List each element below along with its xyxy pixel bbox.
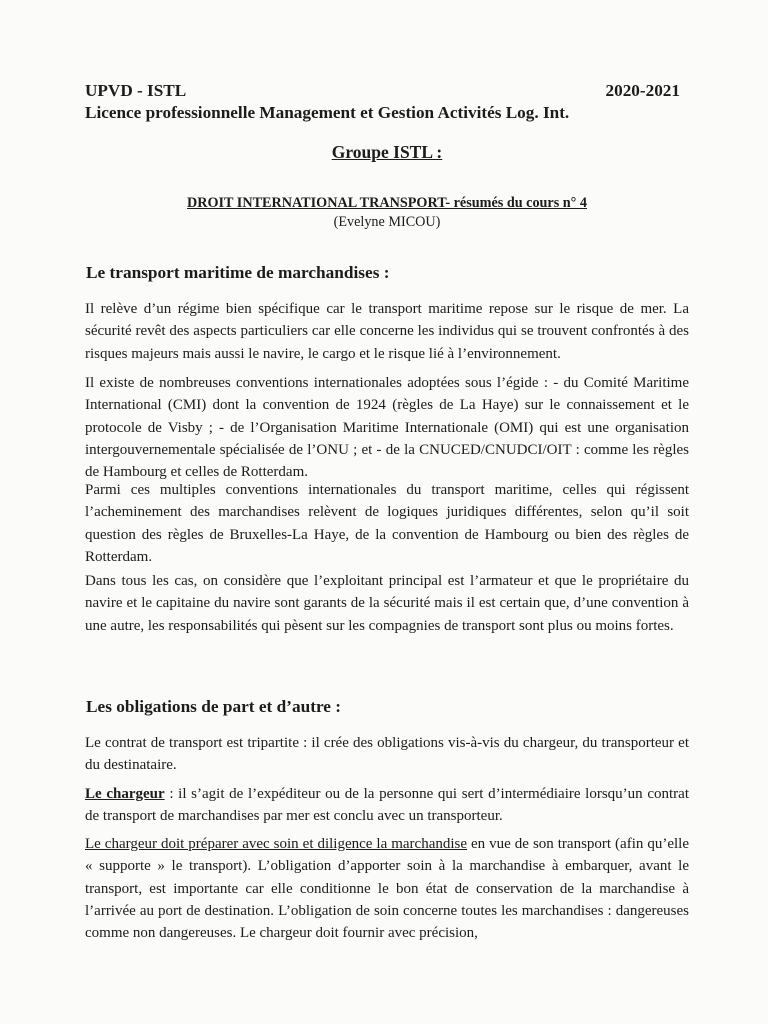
- academic-year: 2020-2021: [605, 81, 680, 100]
- institution: UPVD - ISTL: [85, 81, 187, 100]
- section-heading-maritime: Le transport maritime de marchandises :: [86, 263, 390, 282]
- paragraph: Il existe de nombreuses conventions internationales adoptées sous l’égide : - du Comité Maritime International (CMI) dont la convention de 1924 (règles de La Haye) sur le connaissement et le protocole de Visby ; - de l’Organisation Maritime Internationale (OMI) qui est une organisation intergouvernementale spécialisée de l’ONU ; et - de la CNUCED/CNUDCI/OIT : comme les règles de Hambourg et celles de Rotterdam.: [85, 375, 689, 481]
- course-title: DROIT INTERNATIONAL TRANSPORT- résumés du cours n° 4: [187, 195, 587, 211]
- course-author: (Evelyne MICOU): [333, 214, 441, 230]
- chargeur-term: Le chargeur: [85, 786, 165, 802]
- paragraph: Dans tous les cas, on considère que l’exploitant principal est l’armateur et que le propriétaire du navire et le capitaine du navire sont garants de la sécurité mais il est certain que, d’une convention à une autre, les responsabilités qui pèsent sur les compagnies de transport sont plus ou moins fortes.: [85, 573, 689, 634]
- paragraph-chargeur: [85, 783, 689, 828]
- group-title: Groupe ISTL :: [331, 142, 443, 162]
- paragraph: Parmi ces multiples conventions internationales du transport maritime, celles qui régissent l’acheminement des marchandises relèvent de logiques juridiques différentes, selon qu’il soit question des règles de Bruxelles-La Haye, de la convention de Hambourg ou bien des règles de Rotterdam.: [85, 482, 689, 565]
- duty-underlined: Le chargeur doit préparer avec soin et diligence la marchandise: [85, 836, 468, 852]
- program-title: Licence professionnelle Management et Gestion Activités Log. Int.: [85, 103, 570, 122]
- paragraph-duty: [85, 833, 689, 944]
- section-heading-obligations: Les obligations de part et d’autre :: [86, 697, 342, 716]
- paragraph: Il relève d’un régime bien spécifique car le transport maritime repose sur le risque de mer. La sécurité revêt des aspects particuliers car elle concerne les individus qui se trouvent confrontés à des risques majeurs mais aussi le navire, le cargo et le risque lié à l’environnement.: [85, 301, 689, 362]
- chargeur-definition: : il s’agit de l’expéditeur ou de la personne qui sert d’intermédiaire lorsqu’un contrat de transport de marchandises par mer est conclu avec un transporteur.: [85, 786, 689, 825]
- paragraph-intro: Le contrat de transport est tripartite : il crée des obligations vis-à-vis du chargeur, du transporteur et du destinataire.: [85, 735, 689, 774]
- document-header: [85, 80, 680, 124]
- course-heading: [85, 194, 689, 232]
- duty-rest: en vue de son transport (afin qu’elle « supporte » le transport). L’obligation d’apporter soin à la marchandise à embarquer, avant le transport, est importante car elle conditionne le bon état de conservation de la marchandise à l’arrivée au port de destination. L’obligation de soin concerne toutes les marchandises : dangereuses comme non dangereuses. Le chargeur doit fournir avec précision,: [85, 836, 690, 942]
